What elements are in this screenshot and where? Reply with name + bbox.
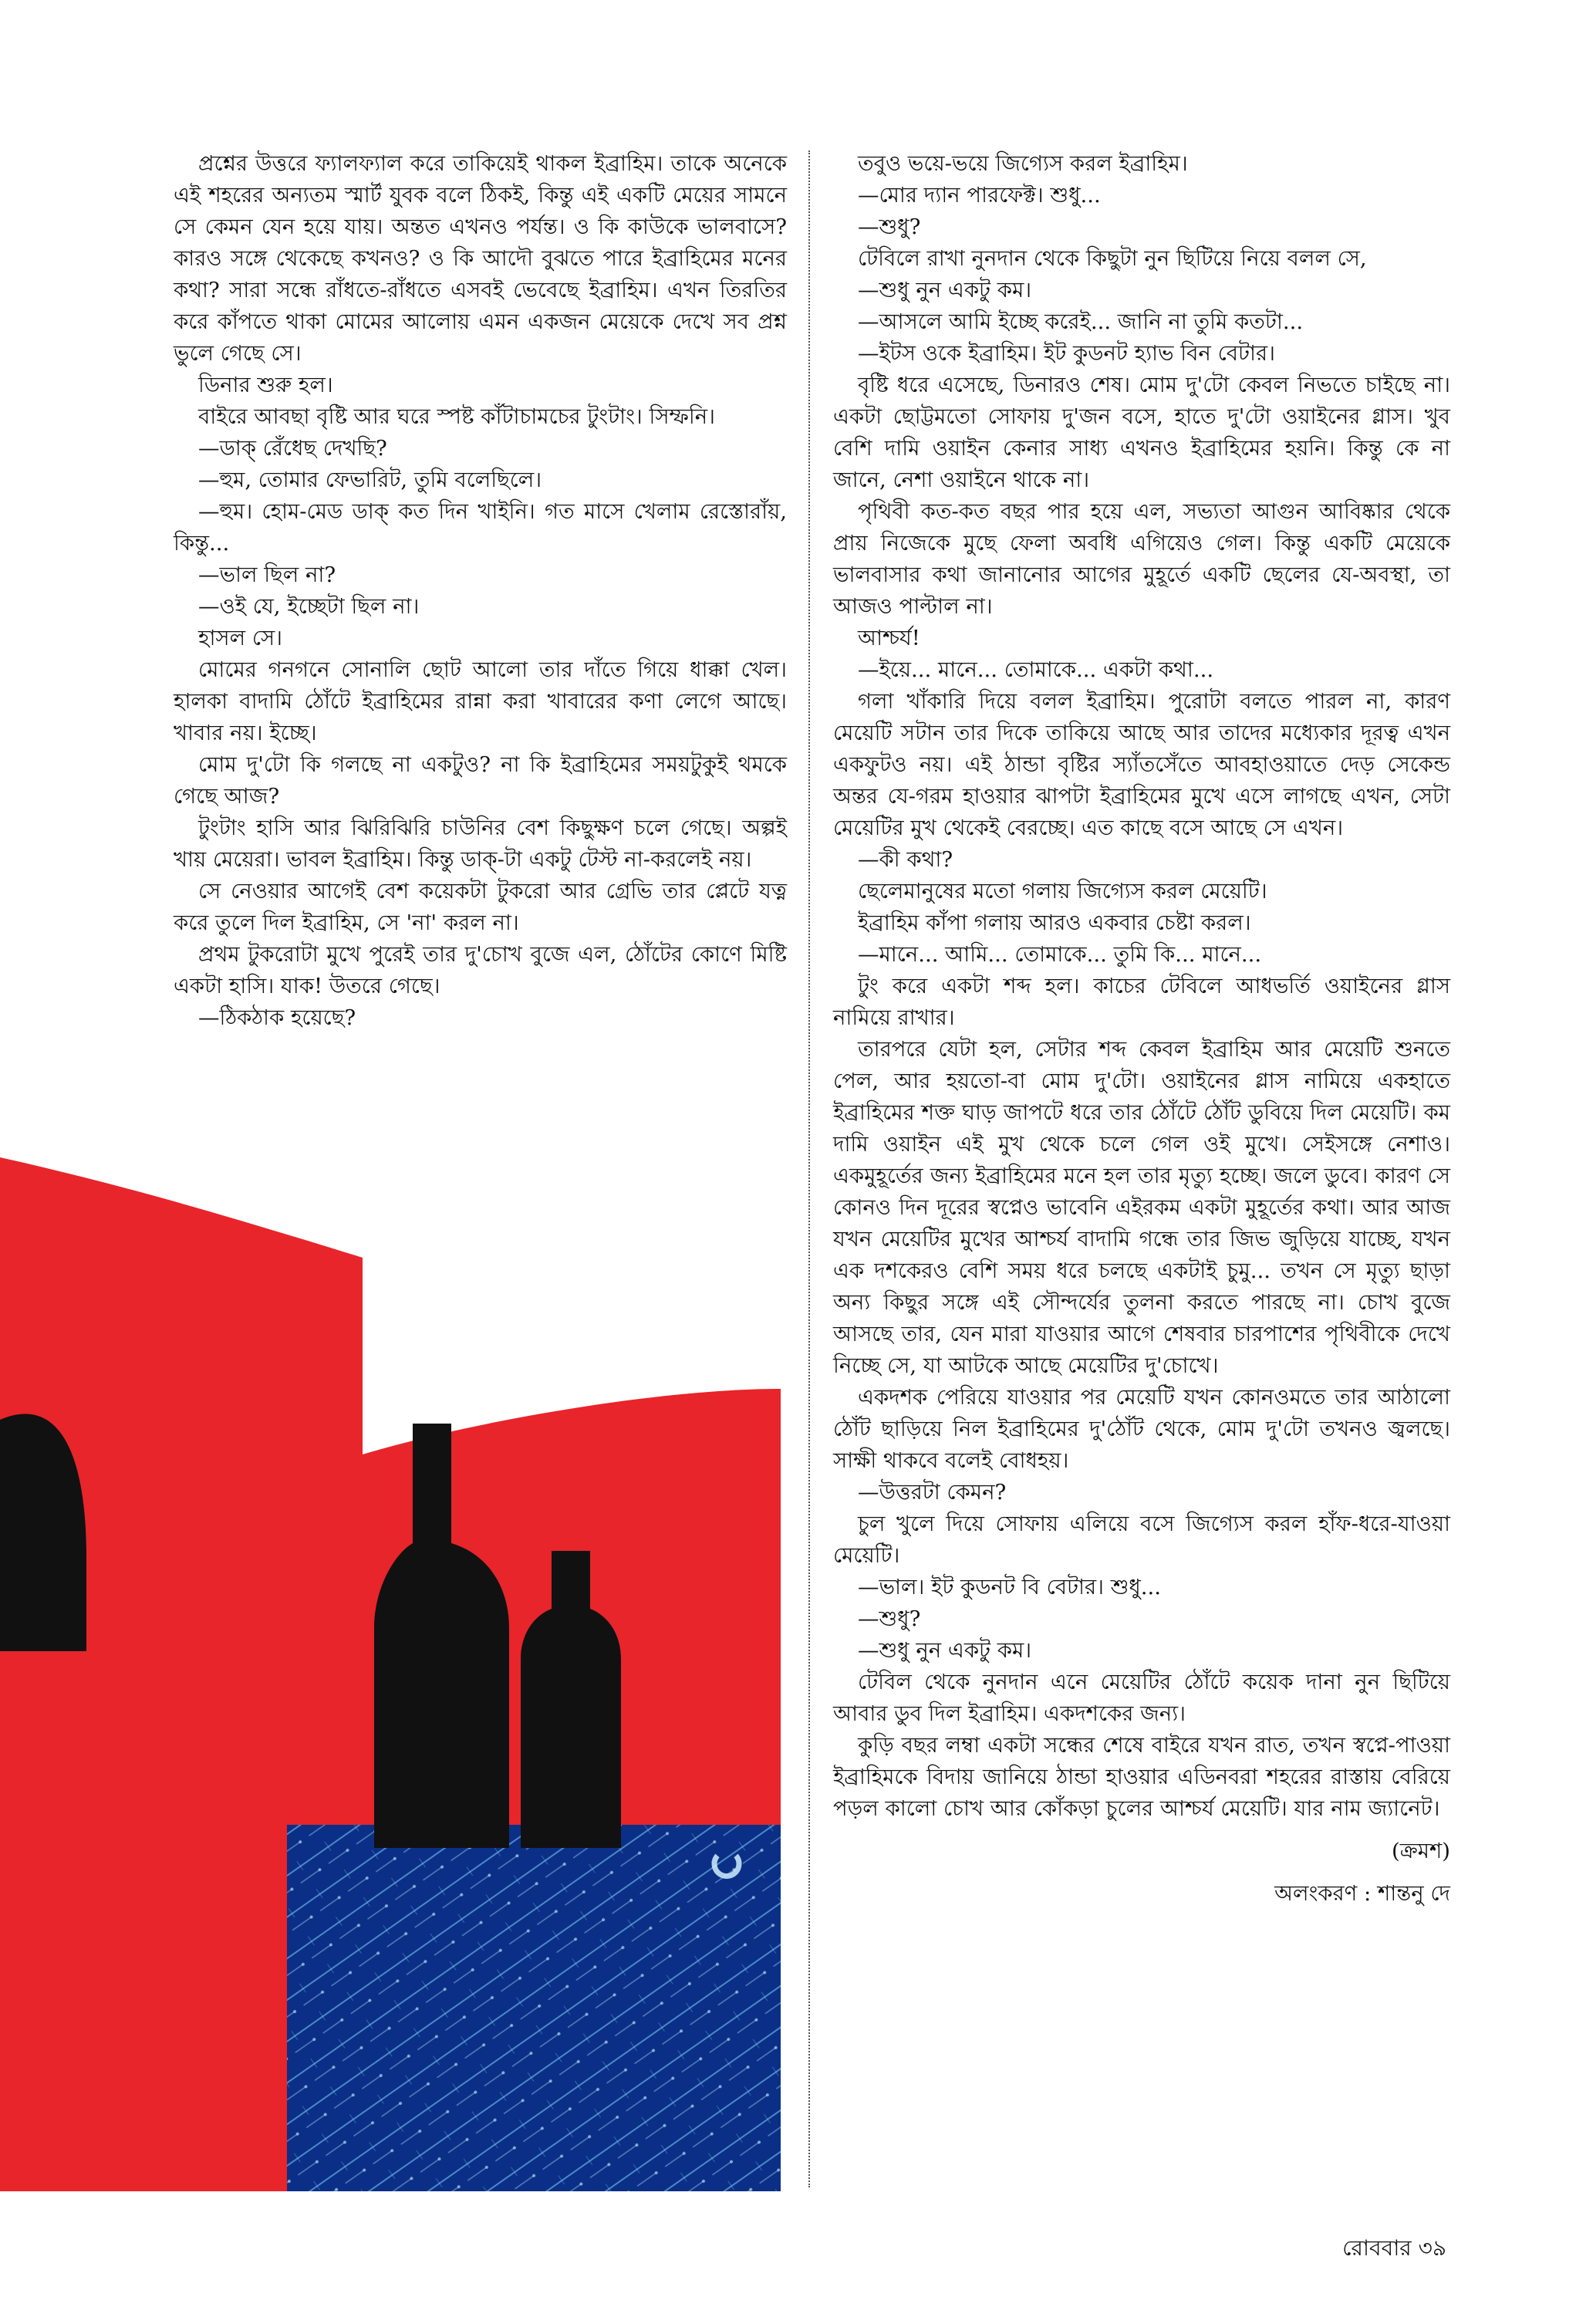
illustration-credit: অলংকরণ : শান্তনু দে [1274, 1881, 1450, 1906]
paragraph: আশ্চর্য! [858, 626, 920, 650]
illustration [0, 1157, 781, 2191]
paragraph: —ডাক্‌ রেঁধেছ দেখছি? [198, 436, 387, 461]
paragraph: —হুম, তোমার ফেভারিট, তুমি বলেছিলে। [198, 468, 542, 492]
paragraph: হাসল সে। [198, 626, 282, 650]
paragraph: টেবিল থেকে নুনদান এনে মেয়েটির ঠোঁটে কয়েক দানা নুন ছিটিয়ে আবার ডুব দিল ইব্রাহিম। একদশকের জন্য। [833, 1670, 1450, 1726]
paragraph: —উত্তরটা কেমন? [858, 1480, 1007, 1505]
circuit-lines [287, 1825, 781, 2191]
paragraph: সে নেওয়ার আগেই বেশ কয়েকটা টুকরো আর গ্রেভি তার প্লেটে যত্ন করে তুলে দিল ইব্রাহিম, সে 'না' করল না। [174, 879, 787, 935]
paragraph: মোম দু'টো কি গলছে না একটুও? না কি ইব্রাহিমের সময়টুকুই থমকে গেছে আজ? [174, 752, 787, 809]
paragraph: —মোর দ্যান পারফেক্ট। শুধু... [858, 183, 1101, 208]
column-divider [808, 150, 810, 2187]
to-be-continued: (ক্রমশ) [1392, 1839, 1450, 1863]
paragraph: —শুধু? [858, 1606, 921, 1631]
paragraph: —হুম। হোম-মেড ডাক্‌ কত দিন খাইনি। গত মাসে খেলাম রেস্তোরাঁয়, কিন্তু... [174, 499, 787, 556]
paragraph: পৃথিবী কত-কত বছর পার হয়ে এল, সভ্যতা আগুন আবিষ্কার থেকে প্রায় নিজেকে মুছে ফেলা অবধি এগিয়েও গেল। কিন্তু একটি মেয়েকে ভালবাসার কথা জানানোর আগের মুহূর্তে একটি ছেলের যে-অবস্থা, তা আজও পাল্টাল না। [833, 499, 1450, 619]
paragraph: —আসলে আমি ইচ্ছে করেই... জানি না তুমি কতটা... [858, 309, 1304, 334]
paragraph: —ওই যে, ইচ্ছেটা ছিল না। [198, 594, 420, 619]
paragraph: —শুধু নুন একটু কম। [858, 1638, 1032, 1663]
paragraph: —ভাল। ইট কুডনট বি বেটার। শুধু... [858, 1575, 1162, 1599]
right-column [833, 148, 1450, 1910]
paragraph: —শুধু নুন একটু কম। [858, 278, 1032, 302]
paragraph: টুংটাং হাসি আর ঝিরিঝিরি চাউনির বেশ কিছুক্ষণ চলে গেছে। অল্পই খায় মেয়েরা। ভাবল ইব্রাহিম। কিন্তু ডাক্‌-টা একটু টেস্ট না-করলেই নয়। [174, 816, 787, 872]
paragraph: বৃষ্টি ধরে এসেছে, ডিনারও শেষ। মোম দু'টো কেবল নিভতে চাইছে না। একটা ছোট্টমতো সোফায় দু'জন বসে, হাতে দু'টো ওয়াইনের গ্লাস। খুব বেশি দামি ওয়াইন কেনার সাধ্য এখনও ইব্রাহিমের হয়নি। কিন্তু কে না জানে, নেশা ওয়াইনে থাকে না। [833, 373, 1450, 492]
page-footer: রোববার ৩৯ [1342, 2235, 1446, 2261]
left-column [174, 148, 787, 1034]
paragraph: —ইয়ে... মানে... তোমাকে... একটা কথা... [858, 657, 1214, 682]
paragraph: কুড়ি বছর লম্বা একটা সন্ধের শেষে বাইরে যখন রাত, তখন স্বপ্নে-পাওয়া ইব্রাহিমকে বিদায় জানিয়ে ঠান্ডা হাওয়ার এডিনবরা শহরের রাস্তায় বেরিয়ে পড়ল কালো চোখ আর কোঁকড়া চুলের আশ্চর্য মেয়েটি। যার নাম জ্যানেট। [833, 1733, 1450, 1821]
paragraph: মোমের গনগনে সোনালি ছোট আলো তার দাঁতে গিয়ে ধাক্কা খেল। হালকা বাদামি ঠোঁটে ইব্রাহিমের রান্না করা খাবারের কণা লেগে আছে। খাবার নয়। ইচ্ছে। [174, 657, 787, 745]
paragraph: —ইটস ওকে ইব্রাহিম। ইট কুডনট হ্যাভ বিন বেটার। [858, 341, 1275, 366]
paragraph: একদশক পেরিয়ে যাওয়ার পর মেয়েটি যখন কোনওমতে তার আঠালো ঠোঁট ছাড়িয়ে নিল ইব্রাহিমের দু'ঠোঁট থেকে, মোম দু'টো তখনও জ্বলছে। সাক্ষী থাকবে বলেই বোধহয়। [833, 1385, 1450, 1473]
paragraph: ছেলেমানুষের মতো গলায় জিগ্যেস করল মেয়েটি। [858, 879, 1267, 904]
paragraph: বাইরে আবছা বৃষ্টি আর ঘরে স্পষ্ট কাঁটাচামচের টুংটাং। সিম্ফনি। [198, 404, 715, 429]
paragraph: —কী কথা? [858, 847, 953, 872]
paragraph: প্রথম টুকরোটা মুখে পুরেই তার দু'চোখ বুজে এল, ঠোঁটের কোণে মিষ্টি একটা হাসি। যাক! উতরে গেছে। [174, 942, 787, 998]
paragraph: —মানে... আমি... তোমাকে... তুমি কি... মানে... [858, 942, 1262, 967]
paragraph: —ঠিকঠাক হয়েছে? [198, 1005, 356, 1030]
paragraph: টেবিলে রাখা নুনদান থেকে কিছুটা নুন ছিটিয়ে নিয়ে বলল সে, [858, 246, 1367, 271]
paragraph: প্রশ্নের উত্তরে ফ্যালফ্যাল করে তাকিয়েই থাকল ইব্রাহিম। তাকে অনেকে এই শহরের অন্যতম স্মার্ট যুবক বলে ঠিকই, কিন্তু এই একটি মেয়ের সামনে সে কেমন যেন হয়ে যায়। অন্তত এখনও পর্যন্ত। ও কি কাউকে ভালবাসে? কারও সঙ্গে থেকেছে কখনও? ও কি আদৌ বুঝতে পারে ইব্রাহিমের মনের কথা? সারা সন্ধে রাঁধতে-রাঁধতে এসবই ভেবেছে ইব্রাহিম। এখন তিরতির করে কাঁপতে থাকা মোমের আলোয় এমন একজন মেয়েকে দেখে সব প্রশ্ন ভুলে গেছে সে। [174, 151, 787, 366]
paragraph: ইব্রাহিম কাঁপা গলায় আরও একবার চেষ্টা করল। [858, 910, 1251, 935]
paragraph: —শুধু? [858, 214, 921, 239]
paragraph: চুল খুলে দিয়ে সোফায় এলিয়ে বসে জিগ্যেস করল হাঁফ-ধরে-যাওয়া মেয়েটি। [833, 1512, 1450, 1568]
paragraph: ডিনার শুরু হল। [198, 373, 333, 397]
paragraph: —ভাল ছিল না? [198, 562, 336, 587]
paragraph: তারপরে যেটা হল, সেটার শব্দ কেবল ইব্রাহিম আর মেয়েটি শুনতে পেল, আর হয়তো-বা মোম দু'টো। ওয়াইনের গ্লাস নামিয়ে একহাতে ইব্রাহিমের শক্ত ঘাড় জাপটে ধরে তার ঠোঁটে ঠোঁট ডুবিয়ে দিল মেয়েটি। কম দামি ওয়াইন এই মুখ থেকে চলে গেল ওই মুখে। সেইসঙ্গে নেশাও। একমুহূর্তের জন্য ইব্রাহিমের মনে হল তার মৃত্যু হচ্ছে। জলে ডুবে। কারণ সে কোনও দিন দূরের স্বপ্নেও ভাবেনি এইরকম একটা মুহূর্তের কথা। আর আজ যখন মেয়েটির মুখের আশ্চর্য বাদামি গন্ধে তার জিভ জুড়িয়ে যাচ্ছে, যখন এক দশকেরও বেশি সময় ধরে চলছে একটাই চুমু... তখন সে মৃত্যু ছাড়া অন্য কিছুর সঙ্গে এই সৌন্দর্যের তুলনা করতে পারছে না। চোখ বুজে আসছে তার, যেন মারা যাওয়ার আগে শেষবার চারপাশের পৃথিবীকে দেখে নিচ্ছে সে, যা আটকে আছে মেয়েটির দু'চোখে। [833, 1037, 1450, 1378]
paragraph: গলা খাঁকারি দিয়ে বলল ইব্রাহিম। পুরোটা বলতে পারল না, কারণ মেয়েটি সটান তার দিকে তাকিয়ে আছে আর তাদের মধ্যেকার দূরত্ব এখন একফুটও নয়। এই ঠান্ডা বৃষ্টির স্যাঁতসেঁতে আবহাওয়াতে দেড় সেকেন্ড অন্তর যে-গরম হাওয়ার ঝাপটা ইব্রাহিমের মুখে এসে লাগছে এখন, সেটা মেয়েটির মুখ থেকেই বেরচ্ছে। এত কাছে বসে আছে সে এখন। [833, 689, 1450, 840]
paragraph: টুং করে একটা শব্দ হল। কাচের টেবিলে আধভর্তি ওয়াইনের গ্লাস নামিয়ে রাখার। [833, 974, 1450, 1030]
paragraph: তবুও ভয়ে-ভয়ে জিগ্যেস করল ইব্রাহিম। [858, 151, 1188, 176]
